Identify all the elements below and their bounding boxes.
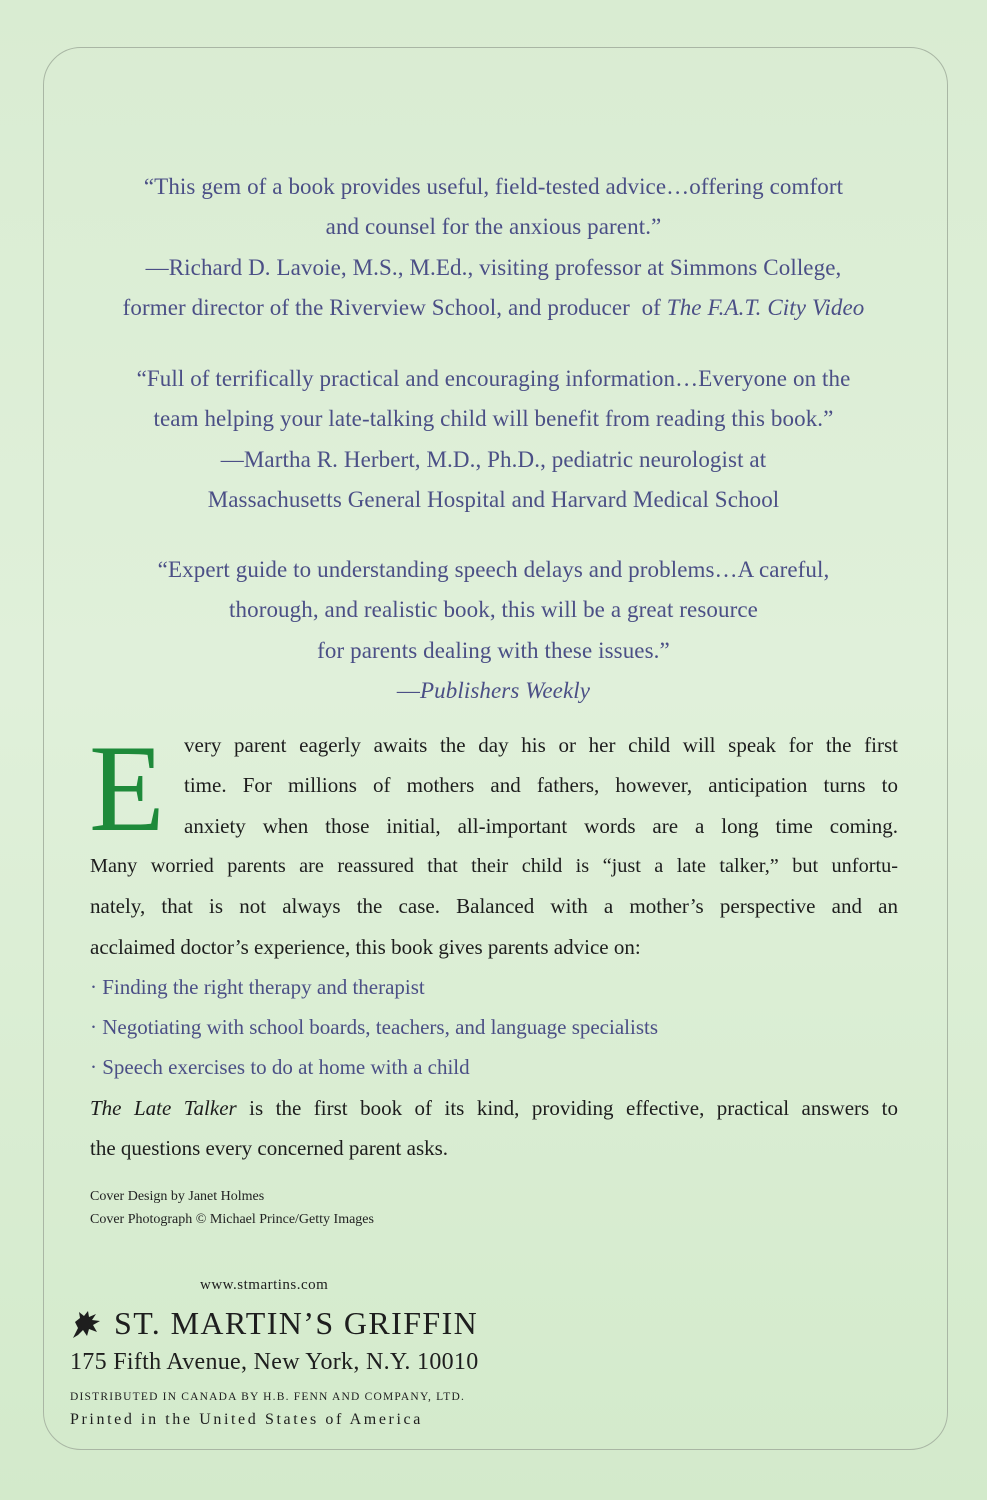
publisher-address: 175 Fifth Avenue, New York, N.Y. 10010	[70, 1349, 479, 1375]
quote-line: “This gem of a book provides useful, field-tested advice…offering comfort	[143, 174, 844, 199]
attribution-text: former director of the Riverview School, and producer of	[122, 294, 667, 320]
publisher-url[interactable]: www.stmartins.com	[200, 1277, 329, 1293]
quote-line: “Expert guide to understanding speech delays and problems…A careful,	[157, 557, 830, 582]
closing-line: the questions every concerned parent asks.	[90, 1136, 449, 1161]
quote-attribution: —Martha R. Herbert, M.D., Ph.D., pediatric neurologist at	[220, 446, 767, 472]
description-line: acclaimed doctor’s experience, this book gives parents advice on:	[90, 934, 641, 959]
description-paragraph-intro	[184, 725, 898, 846]
quote-herbert	[60, 359, 927, 520]
quote-attribution: —Richard D. Lavoie, M.S., M.Ed., visiting professor at Simmons College,	[145, 254, 842, 280]
description-closing	[90, 1088, 898, 1169]
quote-attribution-line	[60, 288, 927, 328]
closing-text: is the first book of its kind, providing effective, practical answers to	[236, 1096, 899, 1120]
description-line: time. For millions of mothers and fathers, however, anticipation turns to	[184, 773, 898, 798]
quote-line: and counsel for the anxious parent.”	[325, 214, 662, 240]
book-title: The Late Talker	[90, 1096, 237, 1120]
quote-line: thorough, and realistic book, this will be a great resource	[229, 597, 758, 623]
quote-publishers-weekly	[60, 550, 927, 711]
closing-line	[90, 1088, 898, 1128]
publisher-name: ST. MARTIN’S GRIFFIN	[114, 1305, 479, 1341]
description-line: Many worried parents are reassured that their child is “just a late talker,” but unfortu-	[90, 855, 898, 877]
description-line: anxiety when those initial, all-important words are a long time coming.	[184, 813, 898, 838]
video-title: The F.A.T. City Video	[666, 294, 865, 320]
attribution-source: Publishers Weekly	[419, 677, 591, 703]
description-line: very parent eagerly awaits the day his or her child will speak for the first	[184, 733, 898, 757]
bullet-item: · Finding the right therapy and therapist	[90, 975, 425, 999]
description-paragraph-rest	[90, 846, 898, 967]
quote-line: for parents dealing with these issues.”	[317, 637, 670, 663]
quote-line: “Full of terrifically practical and encouraging information…Everyone on the	[136, 366, 851, 391]
bullet-item: · Negotiating with school boards, teachers, and language specialists	[90, 1015, 659, 1039]
quote-attribution: Massachusetts General Hospital and Harvard Medical School	[207, 486, 780, 512]
printed-note: Printed in the United States of America	[70, 1411, 423, 1428]
attribution-dash: —	[396, 677, 420, 703]
cover-credits	[90, 1185, 374, 1231]
drop-cap: E	[89, 720, 165, 857]
description-line: nately, that is not always the case. Balanced with a mother’s perspective and an	[90, 894, 898, 919]
quote-lavoie	[60, 167, 927, 328]
griffin-logo-icon	[70, 1308, 104, 1340]
distribution-note: DISTRIBUTED IN CANADA BY H.B. FENN AND COMPANY, LTD.	[70, 1391, 466, 1403]
bullet-item: · Speech exercises to do at home with a child	[90, 1055, 470, 1079]
cover-design-credit: Cover Design by Janet Holmes	[90, 1189, 265, 1204]
publisher-name-row	[70, 1305, 478, 1342]
quote-line: team helping your late-talking child will benefit from reading this book.”	[153, 406, 834, 432]
quote-attribution-line	[60, 671, 927, 711]
cover-photo-credit: Cover Photograph © Michael Prince/Getty Images	[90, 1212, 374, 1227]
